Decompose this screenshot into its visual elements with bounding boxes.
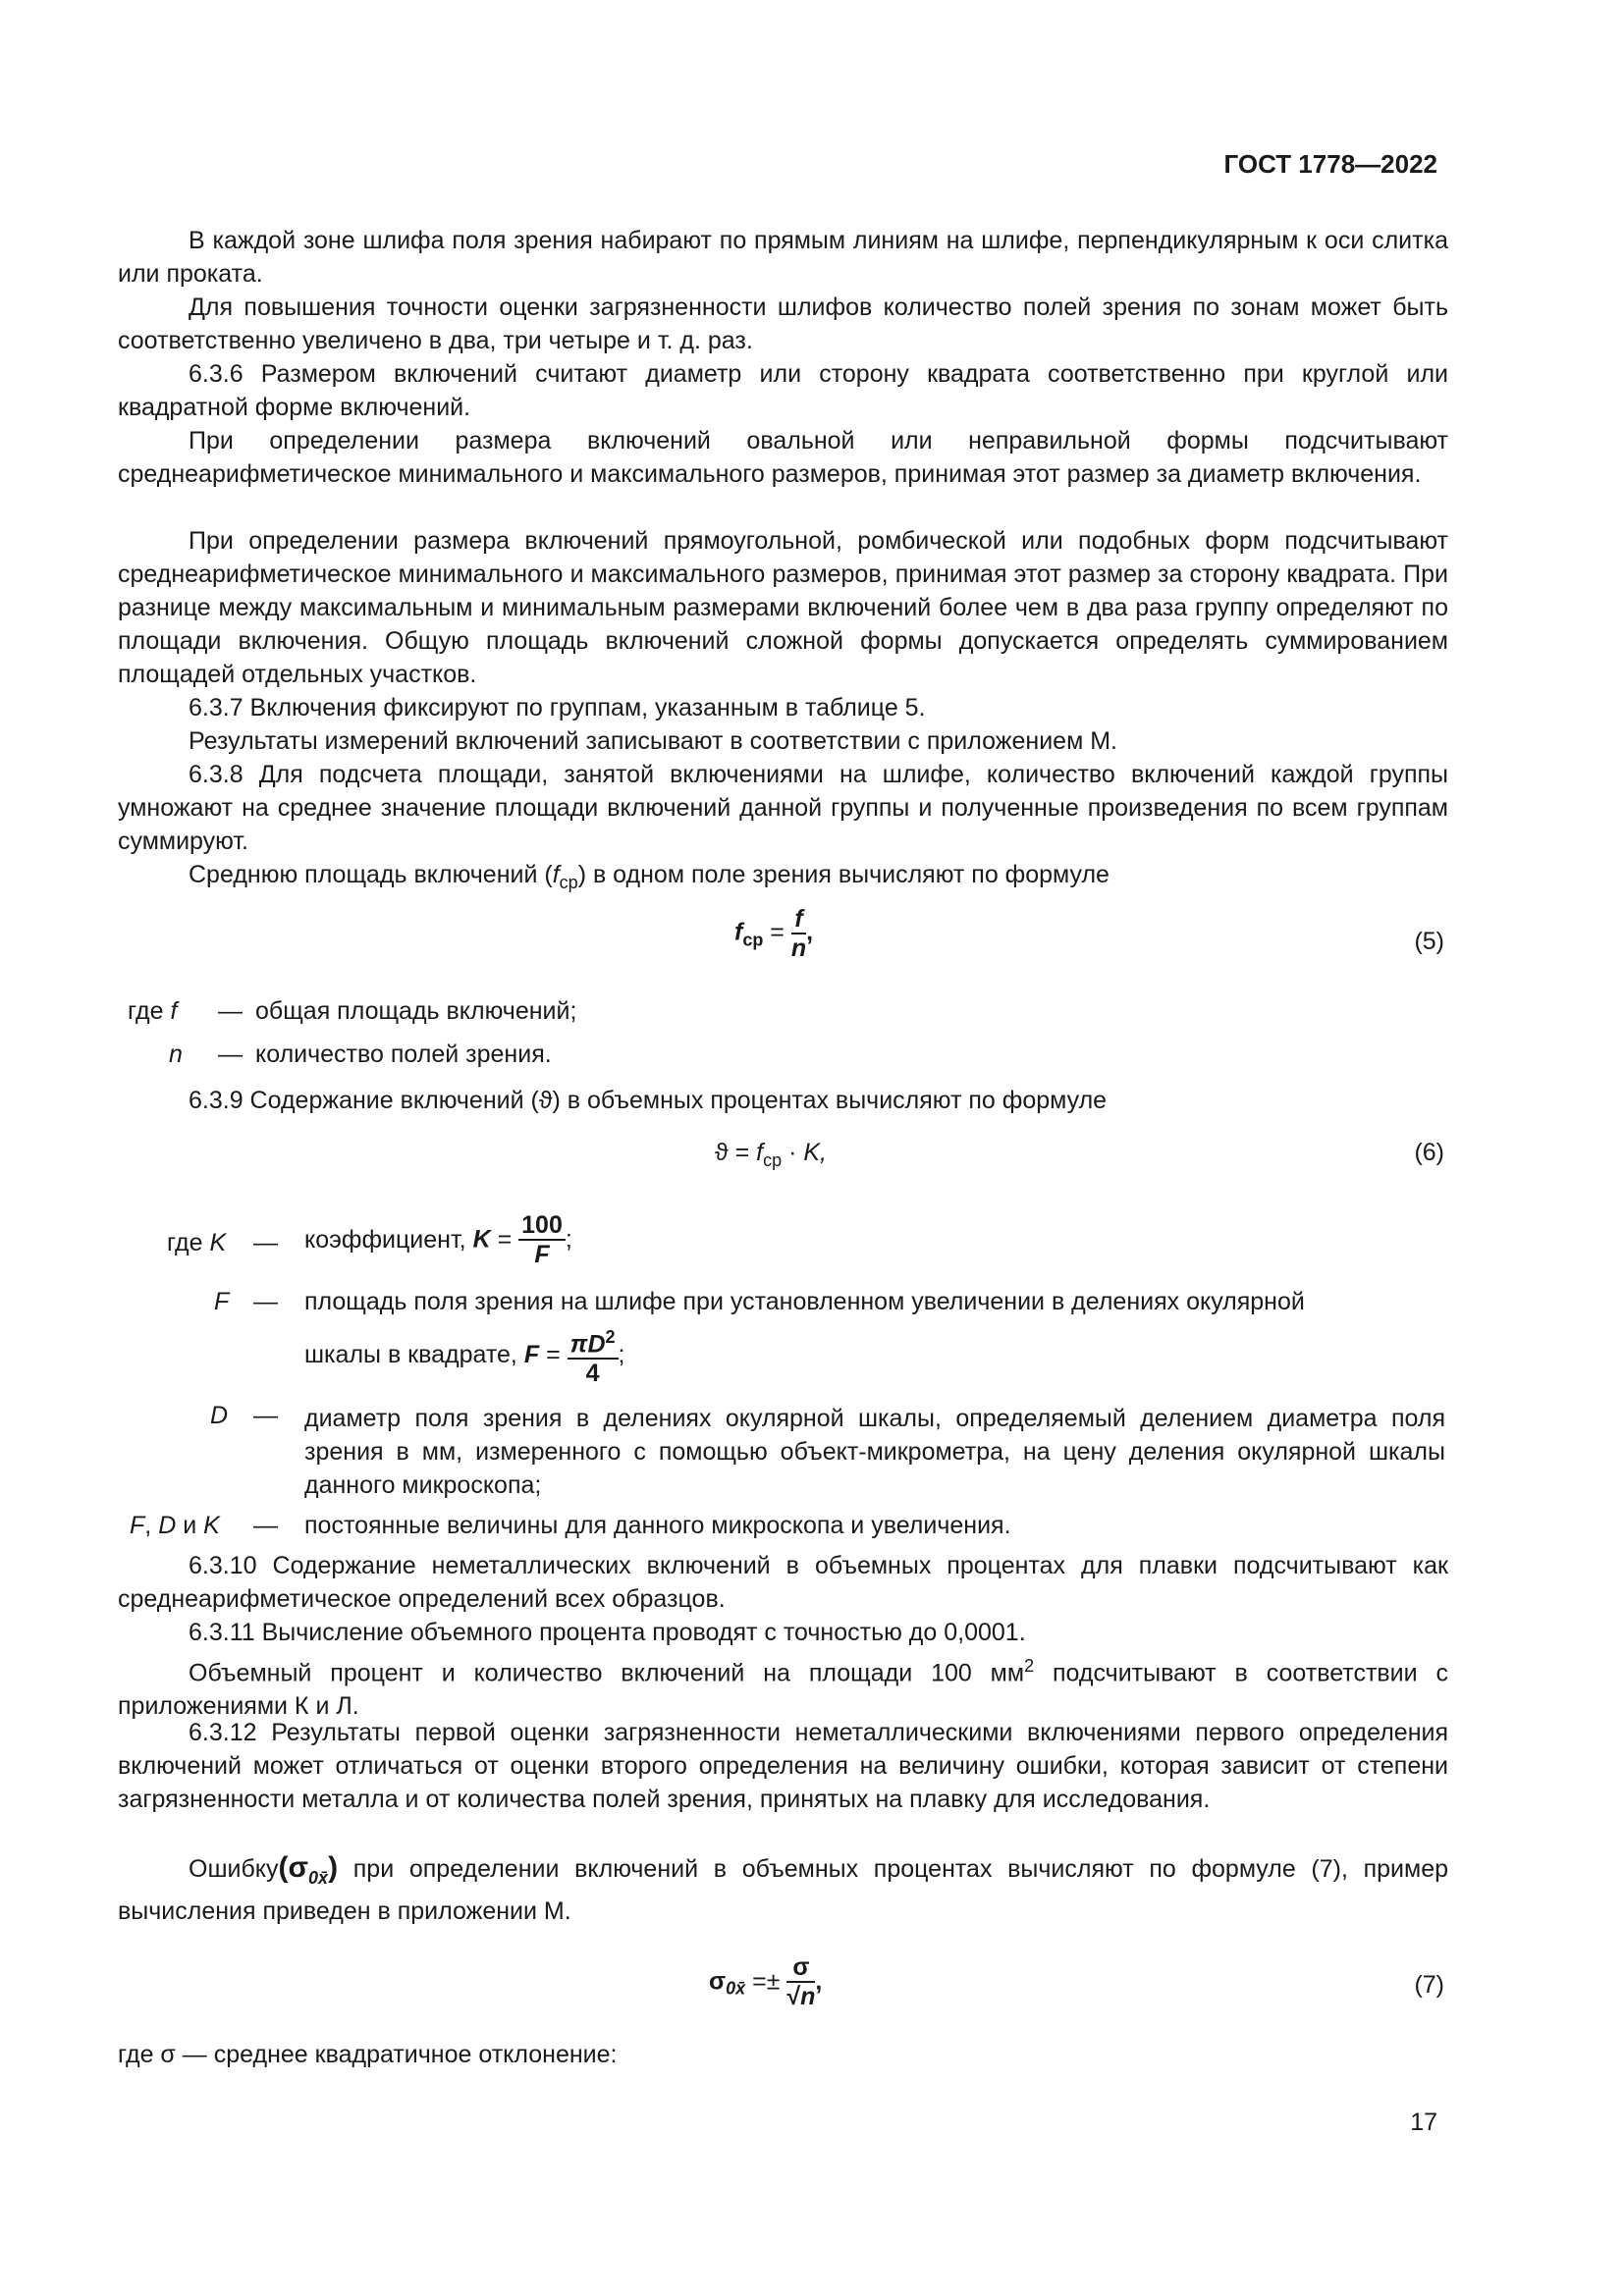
equation-number: (6) [1414,1139,1444,1166]
fraction [518,1211,566,1268]
paragraph: Результаты измерений включений записывают в соответствии с приложением М. [189,727,1117,755]
fraction [568,1323,619,1387]
sigma-sub: 0x̄ [308,1868,329,1888]
formula-sub: ср [763,1150,783,1170]
text: коэффициент, [304,1225,466,1254]
equals-sign: = [770,918,785,946]
page-number: 17 [1410,2109,1437,2136]
formula-lhs: σ [709,1967,727,1996]
term: K [209,1229,227,1256]
formula-tail: K, [803,1139,827,1166]
where-word: где [128,997,164,1025]
conjunction: и [183,1512,197,1539]
numerator-sup: 2 [605,1327,616,1347]
denominator: √n [786,1983,816,2010]
plus-minus: ± [766,1967,781,1996]
fraction [786,1953,815,2010]
sigma: σ [288,1851,309,1884]
document-header: ГОСТ 1778—2022 [1223,149,1437,179]
formula-var: K [472,1225,491,1254]
comma: , [806,918,814,946]
paragraph: 6.3.8 Для подсчета площади, занятой включениями на шлифе, количество включений каждой группы умножают на среднее значение площади включений данной группы и полученные произведения по всем группам суммируют. [118,761,1448,855]
formula-lhs: f [734,918,743,946]
definition-text: диаметр поля зрения в делениях окулярной шкалы, определяемый делением диаметра поля зрения в мм, измеренного с помощью объект-микрометра, на цену деления окулярной шкалы данного микроскопа; [304,1405,1445,1499]
equation-number: (5) [1414,928,1444,955]
formula-var: F [523,1341,540,1369]
term: f [170,997,178,1025]
definition-text: площадь поля зрения на шлифе при установленном увеличении в делениях окулярной [304,1288,1305,1315]
error-symbol: $(\sigma_{0x̄})$ [278,1851,339,1888]
where-word: где [167,1229,203,1256]
comma: , [815,1967,823,1996]
paragraph-volume-percent [118,1649,1448,1723]
equation-number: (7) [1414,1971,1444,1999]
paragraph: 6.3.7 Включения фиксируют по группам, указанным в таблице 5. [189,694,926,721]
paragraph-where-sigma: где σ — среднее квадратичное отклонение: [118,2041,618,2068]
numerator: f [791,905,806,934]
definition-dash: — [218,997,243,1025]
numerator [568,1323,619,1360]
definition-text: общая площадь включений; [255,997,577,1025]
definition-text: количество полей зрения. [255,1041,552,1068]
paragraph: 6.3.12 Результаты первой оценки загрязненности неметаллическими включениями первого определения включений может отличаться от оценки второго определения на величину ошибки, которая зависит от степени загрязненности металла и от количества полей зрения, принятых на плавку для исследования. [118,1719,1448,1813]
semicolon: ; [618,1341,625,1369]
text: ) в одном поле зрения вычисляют по формуле [577,861,1110,888]
definition-term-f: F [214,1288,230,1315]
paragraph: 6.3.6 Размером включений считают диаметр или сторону квадрата соответственно при круглой или квадратной форме включений. [118,360,1448,421]
definition-term-fdk: F, D и K [130,1512,220,1539]
semicolon: ; [565,1225,572,1254]
paragraph-mean-area [118,858,1448,899]
formula-7 [709,1953,822,2010]
formula-6: $ϑ = f_{ср} \cdot K$, [715,1139,827,1170]
text: Ошибку [189,1855,279,1883]
paragraph: При определении размера включений овальной или неправильной формы подсчитывают среднеарифметическое минимального и максимального размеров, принимая этот размер за диаметр включения. [118,427,1448,488]
text: шкалы в квадрате, [304,1341,517,1369]
term: F [130,1512,145,1539]
definition-f [128,997,177,1026]
radicand: n [800,1983,816,2010]
text: Объемный процент и количество включений на площади 100 мм [189,1659,1025,1687]
paragraph: 6.3.11 Вычисление объемного процента проводят с точностью до 0,0001. [189,1619,1026,1646]
definition-dash: — [253,1402,278,1429]
definition-dash: — [218,1041,243,1068]
paragraph: В каждой зоне шлифа поля зрения набирают по прямым линиям на шлифе, перпендикулярным к оси слитка или проката. [118,227,1448,288]
equals-sign: = [497,1225,513,1254]
subscript: ср [559,873,578,892]
definition-dash: — [253,1229,278,1256]
denominator: n [790,934,807,962]
numerator-base: πD [569,1330,606,1359]
variable: f [552,861,560,888]
definition-k [167,1229,226,1257]
equals-sign: = [752,1967,767,1996]
definition-text-k [304,1211,572,1268]
formula-lhs: ϑ [715,1139,729,1166]
definition-dash: — [253,1512,278,1539]
paragraph: 6.3.10 Содержание неметаллических включений в объемных процентах для плавки подсчитывают как среднеарифметическое определений всех образцов. [118,1552,1448,1613]
definition-term-d: D [210,1402,229,1429]
text: при определении включений в объемных процентах вычисляют по формуле (7), пример вычисления приведен в приложении М. [118,1855,1448,1925]
formula-lhs-sub: 0x̄ [726,1978,746,1999]
equals-sign: = [546,1341,561,1369]
paragraph-error [118,1851,1448,1928]
formula-5 [734,905,813,962]
formula-lhs-sub: ср [742,930,764,950]
definition-text: постоянные величины для данного микроскопа и увеличения. [304,1512,1011,1539]
fraction [791,905,806,962]
numerator: 100 [518,1211,566,1241]
paragraph: При определении размера включений прямоугольной, ромбической или подобных форм подсчитывают среднеарифметическое минимального и максимального размеров, принимая этот размер за сторону квадрата. При разнице между максимальным и минимальным размерами включений более чем в два раза группу определяют по площади включения. Общую площадь включений сложной формы допускается определять суммированием площадей отдельных участков. [118,527,1448,688]
denominator: F [534,1241,550,1268]
numerator: σ [786,1953,815,1983]
superscript: 2 [1024,1656,1035,1676]
denominator: 4 [585,1360,600,1388]
term: K [203,1512,220,1539]
term: D [158,1512,177,1539]
text: подсчитывают в соответствии с приложениями К и Л. [118,1659,1448,1721]
formula-var: f [756,1139,764,1166]
definition-text-f2 [304,1323,624,1387]
definition-term-n: n [169,1041,183,1068]
paragraph: 6.3.9 Содержание включений (ϑ) в объемных процентах вычисляют по формуле [189,1087,1108,1114]
paragraph: Для повышения точности оценки загрязненности шлифов количество полей зрения по зонам может быть соответственно увеличено в два, три четыре и т. д. раз. [118,294,1448,354]
definition-dash: — [253,1288,278,1315]
text: Среднюю площадь включений ( [189,861,553,888]
